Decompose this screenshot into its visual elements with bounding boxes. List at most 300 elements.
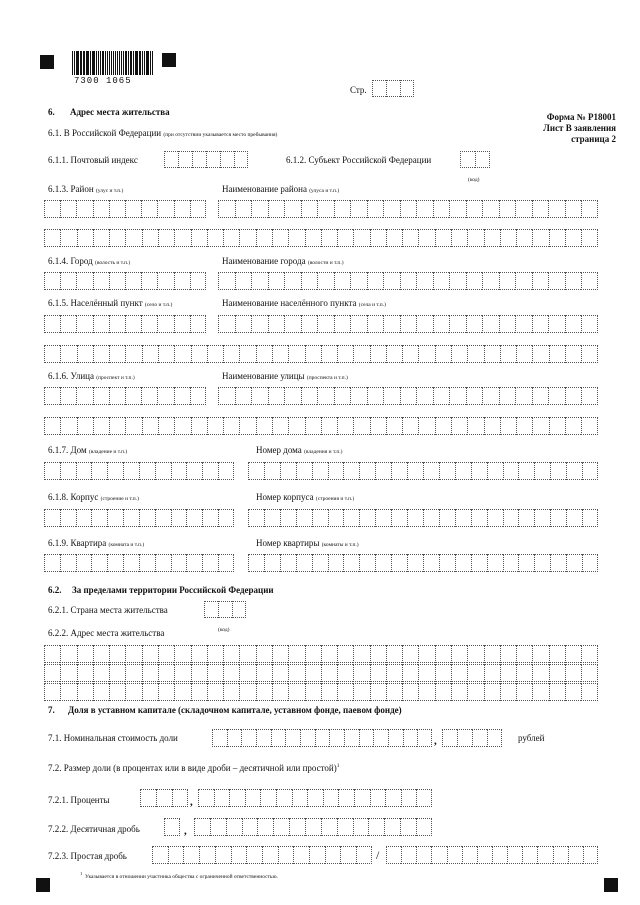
input-cell[interactable] xyxy=(125,387,141,405)
input-cell[interactable] xyxy=(315,729,330,747)
foreign-address-cells-row1[interactable] xyxy=(44,645,598,663)
input-cell[interactable] xyxy=(435,645,451,663)
input-cell[interactable] xyxy=(164,151,178,168)
input-cell[interactable] xyxy=(467,417,483,435)
input-cell[interactable] xyxy=(218,387,235,405)
country-code-cells[interactable] xyxy=(204,601,246,618)
input-cell[interactable] xyxy=(190,200,206,218)
input-cell[interactable] xyxy=(264,462,280,480)
input-cell[interactable] xyxy=(449,272,466,290)
input-cell[interactable] xyxy=(139,509,155,527)
input-cell[interactable] xyxy=(234,151,248,168)
percent-integer-cells[interactable] xyxy=(140,789,188,807)
input-cell[interactable] xyxy=(191,229,207,247)
input-cell[interactable] xyxy=(343,554,359,572)
input-cell[interactable] xyxy=(334,387,351,405)
input-cell[interactable] xyxy=(272,645,288,663)
input-cell[interactable] xyxy=(223,417,239,435)
input-cell[interactable] xyxy=(223,683,239,701)
input-cell[interactable] xyxy=(475,151,490,168)
input-cell[interactable] xyxy=(231,846,247,864)
input-cell[interactable] xyxy=(284,200,301,218)
input-cell[interactable] xyxy=(334,315,351,333)
input-cell[interactable] xyxy=(218,272,235,290)
input-cell[interactable] xyxy=(455,509,471,527)
input-cell[interactable] xyxy=(516,345,532,363)
input-cell[interactable] xyxy=(157,200,173,218)
input-cell[interactable] xyxy=(91,554,107,572)
input-cell[interactable] xyxy=(168,846,184,864)
input-cell[interactable] xyxy=(76,509,92,527)
locality-name-cells-row2[interactable] xyxy=(44,345,598,363)
input-cell[interactable] xyxy=(375,554,391,572)
input-cell[interactable] xyxy=(44,315,60,333)
input-cell[interactable] xyxy=(423,509,439,527)
input-cell[interactable] xyxy=(220,151,234,168)
percent-fraction-cells[interactable] xyxy=(198,789,432,807)
input-cell[interactable] xyxy=(400,80,414,97)
input-cell[interactable] xyxy=(139,554,155,572)
input-cell[interactable] xyxy=(518,554,534,572)
input-cell[interactable] xyxy=(157,315,173,333)
input-cell[interactable] xyxy=(125,229,141,247)
input-cell[interactable] xyxy=(356,846,372,864)
input-cell[interactable] xyxy=(367,315,384,333)
input-cell[interactable] xyxy=(271,729,286,747)
input-cell[interactable] xyxy=(276,789,292,807)
input-cell[interactable] xyxy=(301,387,318,405)
input-cell[interactable] xyxy=(423,554,439,572)
input-cell[interactable] xyxy=(301,200,318,218)
input-cell[interactable] xyxy=(367,272,384,290)
input-cell[interactable] xyxy=(433,387,450,405)
input-cell[interactable] xyxy=(183,846,199,864)
input-cell[interactable] xyxy=(391,462,407,480)
simple-denominator-cells[interactable] xyxy=(386,846,598,864)
input-cell[interactable] xyxy=(158,229,174,247)
input-cell[interactable] xyxy=(190,387,206,405)
input-cell[interactable] xyxy=(565,664,581,682)
input-cell[interactable] xyxy=(418,664,434,682)
input-cell[interactable] xyxy=(353,683,369,701)
nominal-value-fraction-cells[interactable] xyxy=(442,729,502,747)
input-cell[interactable] xyxy=(532,315,549,333)
input-cell[interactable] xyxy=(487,554,503,572)
input-cell[interactable] xyxy=(350,200,367,218)
input-cell[interactable] xyxy=(402,664,418,682)
input-cell[interactable] xyxy=(280,462,296,480)
input-cell[interactable] xyxy=(482,272,499,290)
input-cell[interactable] xyxy=(582,462,598,480)
input-cell[interactable] xyxy=(141,200,157,218)
input-cell[interactable] xyxy=(123,509,139,527)
input-cell[interactable] xyxy=(141,272,157,290)
input-cell[interactable] xyxy=(158,645,174,663)
input-cell[interactable] xyxy=(532,387,549,405)
input-cell[interactable] xyxy=(312,462,328,480)
input-cell[interactable] xyxy=(515,200,532,218)
flat-type-cells[interactable] xyxy=(44,554,234,572)
input-cell[interactable] xyxy=(140,789,156,807)
input-cell[interactable] xyxy=(451,683,467,701)
input-cell[interactable] xyxy=(416,315,433,333)
input-cell[interactable] xyxy=(174,417,190,435)
input-cell[interactable] xyxy=(142,417,158,435)
input-cell[interactable] xyxy=(186,554,202,572)
input-cell[interactable] xyxy=(471,554,487,572)
input-cell[interactable] xyxy=(288,683,304,701)
input-cell[interactable] xyxy=(77,664,93,682)
input-cell[interactable] xyxy=(500,683,516,701)
input-cell[interactable] xyxy=(565,200,582,218)
input-cell[interactable] xyxy=(44,345,60,363)
input-cell[interactable] xyxy=(125,200,141,218)
input-cell[interactable] xyxy=(305,683,321,701)
input-cell[interactable] xyxy=(60,683,76,701)
input-cell[interactable] xyxy=(93,387,109,405)
input-cell[interactable] xyxy=(227,729,242,747)
input-cell[interactable] xyxy=(312,509,328,527)
input-cell[interactable] xyxy=(500,417,516,435)
input-cell[interactable] xyxy=(251,272,268,290)
input-cell[interactable] xyxy=(328,509,344,527)
input-cell[interactable] xyxy=(107,462,123,480)
input-cell[interactable] xyxy=(435,229,451,247)
input-cell[interactable] xyxy=(93,345,109,363)
input-cell[interactable] xyxy=(565,315,582,333)
input-cell[interactable] xyxy=(223,345,239,363)
input-cell[interactable] xyxy=(248,554,264,572)
street-name-cells-row2[interactable] xyxy=(44,417,598,435)
input-cell[interactable] xyxy=(109,683,125,701)
input-cell[interactable] xyxy=(141,315,157,333)
input-cell[interactable] xyxy=(386,345,402,363)
input-cell[interactable] xyxy=(439,554,455,572)
input-cell[interactable] xyxy=(235,272,252,290)
input-cell[interactable] xyxy=(400,315,417,333)
nominal-value-rubles-cells[interactable] xyxy=(212,729,432,747)
input-cell[interactable] xyxy=(532,200,549,218)
input-cell[interactable] xyxy=(139,462,155,480)
input-cell[interactable] xyxy=(451,645,467,663)
input-cell[interactable] xyxy=(368,818,384,836)
input-cell[interactable] xyxy=(532,272,549,290)
input-cell[interactable] xyxy=(241,729,256,747)
input-cell[interactable] xyxy=(164,818,180,836)
input-cell[interactable] xyxy=(402,417,418,435)
input-cell[interactable] xyxy=(565,229,581,247)
input-cell[interactable] xyxy=(125,645,141,663)
input-cell[interactable] xyxy=(239,229,255,247)
input-cell[interactable] xyxy=(280,509,296,527)
flat-number-cells[interactable] xyxy=(248,554,598,572)
input-cell[interactable] xyxy=(191,645,207,663)
input-cell[interactable] xyxy=(553,846,568,864)
input-cell[interactable] xyxy=(125,345,141,363)
input-cell[interactable] xyxy=(158,664,174,682)
input-cell[interactable] xyxy=(466,315,483,333)
input-cell[interactable] xyxy=(312,554,328,572)
input-cell[interactable] xyxy=(515,387,532,405)
input-cell[interactable] xyxy=(565,683,581,701)
input-cell[interactable] xyxy=(370,683,386,701)
input-cell[interactable] xyxy=(442,729,457,747)
city-name-cells[interactable] xyxy=(218,272,598,290)
input-cell[interactable] xyxy=(455,554,471,572)
district-type-cells[interactable] xyxy=(44,200,206,218)
input-cell[interactable] xyxy=(123,554,139,572)
input-cell[interactable] xyxy=(334,200,351,218)
input-cell[interactable] xyxy=(292,789,308,807)
input-cell[interactable] xyxy=(386,683,402,701)
input-cell[interactable] xyxy=(550,509,566,527)
input-cell[interactable] xyxy=(402,229,418,247)
input-cell[interactable] xyxy=(44,664,60,682)
input-cell[interactable] xyxy=(359,729,374,747)
input-cell[interactable] xyxy=(321,664,337,682)
input-cell[interactable] xyxy=(516,683,532,701)
input-cell[interactable] xyxy=(256,645,272,663)
input-cell[interactable] xyxy=(77,683,93,701)
input-cell[interactable] xyxy=(503,462,519,480)
district-name-cells-row2[interactable] xyxy=(44,229,598,247)
input-cell[interactable] xyxy=(407,462,423,480)
decimal-integer-cells[interactable] xyxy=(164,818,180,836)
input-cell[interactable] xyxy=(264,509,280,527)
input-cell[interactable] xyxy=(174,200,190,218)
input-cell[interactable] xyxy=(93,417,109,435)
input-cell[interactable] xyxy=(516,645,532,663)
input-cell[interactable] xyxy=(214,789,230,807)
input-cell[interactable] xyxy=(386,846,401,864)
input-cell[interactable] xyxy=(582,554,598,572)
input-cell[interactable] xyxy=(532,345,548,363)
input-cell[interactable] xyxy=(60,509,76,527)
input-cell[interactable] xyxy=(467,345,483,363)
input-cell[interactable] xyxy=(251,200,268,218)
input-cell[interactable] xyxy=(109,272,125,290)
input-cell[interactable] xyxy=(460,151,475,168)
input-cell[interactable] xyxy=(239,417,255,435)
input-cell[interactable] xyxy=(466,272,483,290)
input-cell[interactable] xyxy=(566,509,582,527)
input-cell[interactable] xyxy=(321,645,337,663)
input-cell[interactable] xyxy=(256,729,271,747)
input-cell[interactable] xyxy=(447,846,462,864)
input-cell[interactable] xyxy=(218,554,234,572)
input-cell[interactable] xyxy=(334,272,351,290)
input-cell[interactable] xyxy=(402,645,418,663)
input-cell[interactable] xyxy=(60,645,76,663)
input-cell[interactable] xyxy=(199,846,215,864)
input-cell[interactable] xyxy=(223,664,239,682)
input-cell[interactable] xyxy=(288,645,304,663)
input-cell[interactable] xyxy=(207,229,223,247)
input-cell[interactable] xyxy=(198,789,214,807)
input-cell[interactable] xyxy=(272,417,288,435)
input-cell[interactable] xyxy=(317,272,334,290)
input-cell[interactable] xyxy=(353,664,369,682)
input-cell[interactable] xyxy=(155,462,171,480)
input-cell[interactable] xyxy=(372,80,386,97)
input-cell[interactable] xyxy=(321,345,337,363)
input-cell[interactable] xyxy=(125,417,141,435)
input-cell[interactable] xyxy=(109,315,125,333)
input-cell[interactable] xyxy=(212,729,227,747)
input-cell[interactable] xyxy=(548,387,565,405)
input-cell[interactable] xyxy=(321,417,337,435)
input-cell[interactable] xyxy=(257,818,273,836)
input-cell[interactable] xyxy=(207,417,223,435)
input-cell[interactable] xyxy=(568,846,583,864)
input-cell[interactable] xyxy=(433,315,450,333)
input-cell[interactable] xyxy=(549,229,565,247)
input-cell[interactable] xyxy=(60,272,76,290)
input-cell[interactable] xyxy=(338,789,354,807)
input-cell[interactable] xyxy=(583,846,598,864)
input-cell[interactable] xyxy=(581,229,597,247)
input-cell[interactable] xyxy=(293,846,309,864)
input-cell[interactable] xyxy=(174,229,190,247)
input-cell[interactable] xyxy=(370,645,386,663)
input-cell[interactable] xyxy=(190,315,206,333)
input-cell[interactable] xyxy=(467,683,483,701)
input-cell[interactable] xyxy=(407,554,423,572)
input-cell[interactable] xyxy=(549,645,565,663)
street-type-cells[interactable] xyxy=(44,387,206,405)
input-cell[interactable] xyxy=(401,846,416,864)
input-cell[interactable] xyxy=(383,387,400,405)
input-cell[interactable] xyxy=(256,229,272,247)
input-cell[interactable] xyxy=(305,645,321,663)
input-cell[interactable] xyxy=(141,387,157,405)
input-cell[interactable] xyxy=(174,387,190,405)
input-cell[interactable] xyxy=(288,417,304,435)
input-cell[interactable] xyxy=(565,645,581,663)
input-cell[interactable] xyxy=(581,345,597,363)
input-cell[interactable] xyxy=(386,229,402,247)
input-cell[interactable] xyxy=(60,462,76,480)
input-cell[interactable] xyxy=(191,664,207,682)
input-cell[interactable] xyxy=(256,664,272,682)
input-cell[interactable] xyxy=(370,229,386,247)
input-cell[interactable] xyxy=(264,554,280,572)
input-cell[interactable] xyxy=(581,315,598,333)
input-cell[interactable] xyxy=(215,846,231,864)
input-cell[interactable] xyxy=(268,387,285,405)
input-cell[interactable] xyxy=(235,315,252,333)
input-cell[interactable] xyxy=(400,200,417,218)
input-cell[interactable] xyxy=(235,387,252,405)
input-cell[interactable] xyxy=(157,272,173,290)
input-cell[interactable] xyxy=(142,683,158,701)
input-cell[interactable] xyxy=(44,417,60,435)
input-cell[interactable] xyxy=(246,846,262,864)
input-cell[interactable] xyxy=(152,846,168,864)
input-cell[interactable] xyxy=(155,509,171,527)
input-cell[interactable] xyxy=(44,387,60,405)
input-cell[interactable] xyxy=(548,272,565,290)
input-cell[interactable] xyxy=(507,846,522,864)
input-cell[interactable] xyxy=(388,729,403,747)
input-cell[interactable] xyxy=(566,554,582,572)
input-cell[interactable] xyxy=(305,664,321,682)
house-number-cells[interactable] xyxy=(248,462,598,480)
input-cell[interactable] xyxy=(174,645,190,663)
input-cell[interactable] xyxy=(268,200,285,218)
input-cell[interactable] xyxy=(407,509,423,527)
input-cell[interactable] xyxy=(77,229,93,247)
input-cell[interactable] xyxy=(566,462,582,480)
input-cell[interactable] xyxy=(402,683,418,701)
input-cell[interactable] xyxy=(202,554,218,572)
input-cell[interactable] xyxy=(325,846,341,864)
input-cell[interactable] xyxy=(142,645,158,663)
input-cell[interactable] xyxy=(499,272,516,290)
input-cell[interactable] xyxy=(232,601,246,618)
input-cell[interactable] xyxy=(239,664,255,682)
input-cell[interactable] xyxy=(328,462,344,480)
input-cell[interactable] xyxy=(548,200,565,218)
input-cell[interactable] xyxy=(383,200,400,218)
input-cell[interactable] xyxy=(343,462,359,480)
input-cell[interactable] xyxy=(416,387,433,405)
input-cell[interactable] xyxy=(418,645,434,663)
input-cell[interactable] xyxy=(337,229,353,247)
input-cell[interactable] xyxy=(207,664,223,682)
input-cell[interactable] xyxy=(423,462,439,480)
input-cell[interactable] xyxy=(93,645,109,663)
input-cell[interactable] xyxy=(416,846,431,864)
input-cell[interactable] xyxy=(532,417,548,435)
input-cell[interactable] xyxy=(284,272,301,290)
input-cell[interactable] xyxy=(487,509,503,527)
input-cell[interactable] xyxy=(77,645,93,663)
input-cell[interactable] xyxy=(484,683,500,701)
input-cell[interactable] xyxy=(386,664,402,682)
input-cell[interactable] xyxy=(93,683,109,701)
input-cell[interactable] xyxy=(248,462,264,480)
input-cell[interactable] xyxy=(370,345,386,363)
input-cell[interactable] xyxy=(207,683,223,701)
input-cell[interactable] xyxy=(60,554,76,572)
input-cell[interactable] xyxy=(256,345,272,363)
input-cell[interactable] xyxy=(418,683,434,701)
input-cell[interactable] xyxy=(229,789,245,807)
input-cell[interactable] xyxy=(288,664,304,682)
input-cell[interactable] xyxy=(44,645,60,663)
input-cell[interactable] xyxy=(123,462,139,480)
input-cell[interactable] xyxy=(239,683,255,701)
input-cell[interactable] xyxy=(337,345,353,363)
input-cell[interactable] xyxy=(125,664,141,682)
input-cell[interactable] xyxy=(548,315,565,333)
input-cell[interactable] xyxy=(206,151,220,168)
input-cell[interactable] xyxy=(171,554,187,572)
input-cell[interactable] xyxy=(581,387,598,405)
input-cell[interactable] xyxy=(367,387,384,405)
input-cell[interactable] xyxy=(532,645,548,663)
input-cell[interactable] xyxy=(296,462,312,480)
input-cell[interactable] xyxy=(482,315,499,333)
input-cell[interactable] xyxy=(142,345,158,363)
input-cell[interactable] xyxy=(296,554,312,572)
input-cell[interactable] xyxy=(268,315,285,333)
input-cell[interactable] xyxy=(44,229,60,247)
input-cell[interactable] xyxy=(301,272,318,290)
input-cell[interactable] xyxy=(174,272,190,290)
house-type-cells[interactable] xyxy=(44,462,234,480)
